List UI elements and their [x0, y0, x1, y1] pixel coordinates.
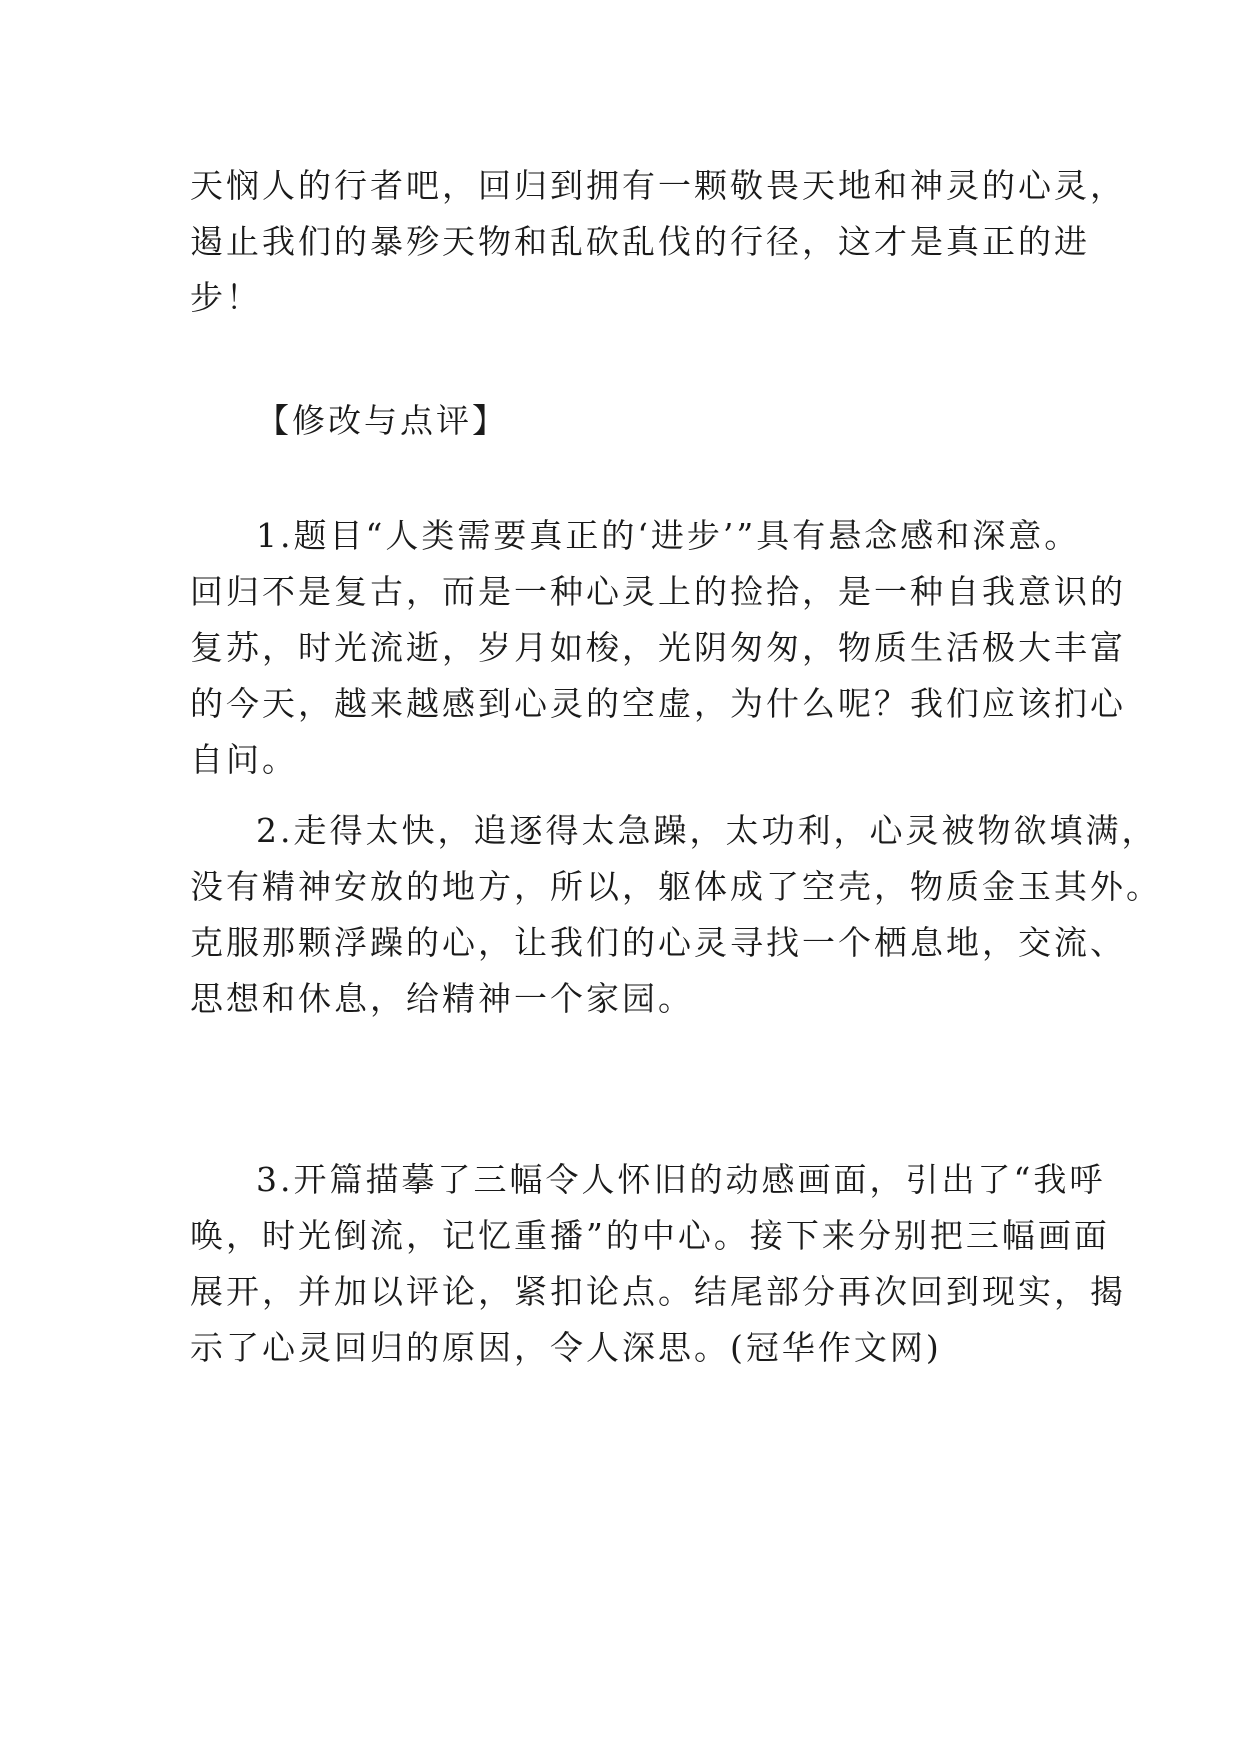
comment-paragraph-1	[190, 508, 1126, 788]
paragraph-line: 3.开篇描摹了三幅令人怀旧的动感画面，引出了“我呼	[256, 1160, 1106, 1199]
paragraph-line: 复苏，时光流逝，岁月如梭，光阴匆匆，物质生活极大丰富	[190, 628, 1126, 667]
paragraph-line: 1.题目“人类需要真正的‘进步’”具有悬念感和深意。	[256, 516, 1081, 555]
comment-paragraph-2	[190, 803, 1162, 1027]
paragraph-line: 示了心灵回归的原因，令人深思。(冠华作文网)	[190, 1328, 942, 1367]
comment-paragraph-3	[190, 1152, 1126, 1376]
section-heading-block	[190, 393, 1070, 449]
paragraph-line: 没有精神安放的地方，所以，躯体成了空壳，物质金玉其外。	[190, 867, 1162, 906]
paragraph-line: 自问。	[190, 740, 298, 779]
paragraph-line: 天悯人的行者吧，回归到拥有一颗敬畏天地和神灵的心灵，	[190, 166, 1126, 205]
paragraph-line: 回归不是复古，而是一种心灵上的捡拾，是一种自我意识的	[190, 572, 1126, 611]
paragraph-line: 2.走得太快，追逐得太急躁，太功利，心灵被物欲填满，	[256, 811, 1158, 850]
paragraph-line: 思想和休息，给精神一个家园。	[190, 979, 694, 1018]
paragraph-line: 遏止我们的暴殄天物和乱砍乱伐的行径，这才是真正的进	[190, 222, 1090, 261]
paragraph-line: 展开，并加以评论，紧扣论点。结尾部分再次回到现实，揭	[190, 1272, 1126, 1311]
paragraph-line: 的今天，越来越感到心灵的空虚，为什么呢？我们应该扪心	[190, 684, 1126, 723]
section-heading: 【修改与点评】	[256, 401, 508, 440]
paragraph-line: 唤，时光倒流，记忆重播”的中心。接下来分别把三幅画面	[190, 1216, 1110, 1255]
continuation-paragraph	[190, 158, 1126, 326]
paragraph-line: 步！	[190, 278, 262, 317]
paragraph-line: 克服那颗浮躁的心，让我们的心灵寻找一个栖息地，交流、	[190, 923, 1126, 962]
